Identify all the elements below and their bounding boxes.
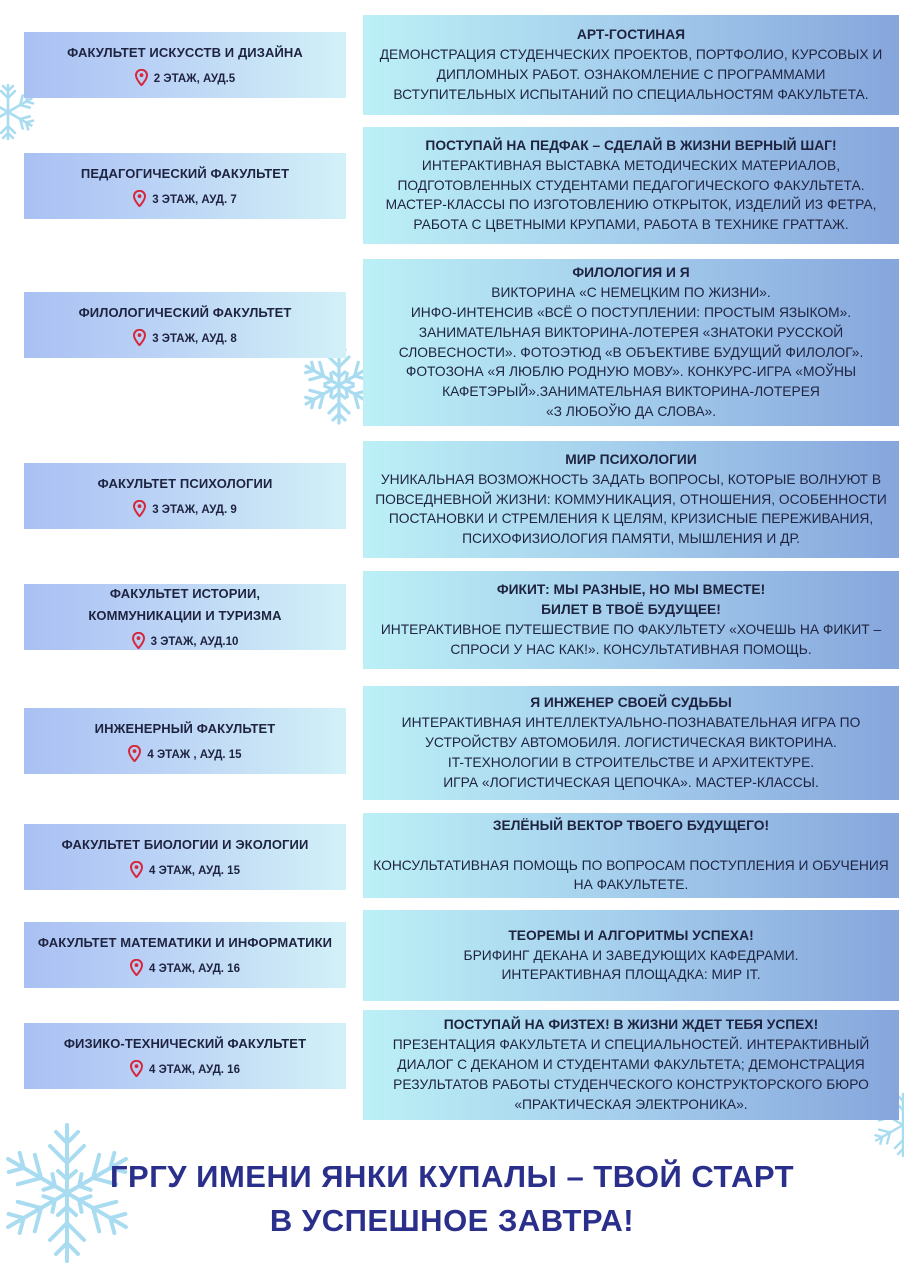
event-card [363, 259, 899, 426]
faculty-card [24, 1023, 346, 1089]
faculty-location [130, 861, 240, 881]
faculty-location [133, 329, 237, 349]
event-description-line: ИНТЕРАКТИВНАЯ ИНТЕЛЛЕКТУАЛЬНО-ПОЗНАВАТЕЛЬНАЯ ИГРА ПО [401, 715, 861, 731]
location-pin-icon [132, 632, 151, 652]
event-title: БИЛЕТ В ТВОЁ БУДУЩЕЕ! [541, 602, 721, 618]
faculty-name: ФАКУЛЬТЕТ ИСКУССТВ И ДИЗАЙНА [67, 44, 303, 60]
event-description-line: ИНФО-ИНТЕНСИВ «ВСЁ О ПОСТУПЛЕНИИ: ПРОСТЫМ ЯЗЫКОМ». [410, 304, 852, 320]
event-description-line: ИНТЕРАКТИВНАЯ ВЫСТАВКА МЕТОДИЧЕСКИХ МАТЕРИАЛОВ, [421, 157, 841, 173]
event-description-line: СПРОСИ У НАС КАК!». КОНСУЛЬТАТИВНАЯ ПОМОЩЬ. [450, 641, 812, 657]
event-description-line: ПОСТАНОВКИ И СТРЕМЛЕНИЯ К ЦЕЛЯМ, КРИЗИСНЫЕ ПЕРЕЖИВАНИЯ, [388, 511, 874, 527]
event-title: ПОСТУПАЙ НА ПЕДФАК – СДЕЛАЙ В ЖИЗНИ ВЕРНЫЙ ШАГ! [425, 137, 837, 153]
location-pin-icon [130, 861, 149, 881]
location-text: 3 ЭТАЖ, АУД. 9 [152, 503, 237, 516]
faculty-location [132, 632, 239, 652]
location-pin-icon [133, 500, 152, 520]
event-title: ТЕОРЕМЫ И АЛГОРИТМЫ УСПЕХА! [508, 927, 754, 943]
faculty-card [24, 292, 346, 358]
location-pin-icon [128, 745, 147, 765]
event-description-line: ВСТУПИТЕЛЬНЫХ ИСПЫТАНИЙ ПО СПЕЦИАЛЬНОСТЯМ ФАКУЛЬТЕТА. [393, 86, 869, 102]
event-title: ПОСТУПАЙ НА ФИЗТЕХ! В ЖИЗНИ ЖДЕТ ТЕБЯ УСПЕХ! [443, 1017, 819, 1033]
event-card [363, 441, 899, 558]
event-card [363, 127, 899, 244]
event-description-line: ПОВСЕДНЕВНОЙ ЖИЗНИ: КОММУНИКАЦИЯ, ОТНОШЕНИЯ, ОСОБЕННОСТИ [375, 491, 887, 507]
event-description-line: ПРЕЗЕНТАЦИЯ ФАКУЛЬТЕТА И СПЕЦИАЛЬНОСТЕЙ. ИНТЕРАКТИВНЫЙ [392, 1037, 870, 1053]
location-text: 4 ЭТАЖ, АУД. 15 [149, 864, 240, 877]
event-description-line: УСТРОЙСТВУ АВТОМОБИЛЯ. ЛОГИСТИЧЕСКАЯ ВИКТОРИНА. [425, 735, 837, 751]
event-title: ЗЕЛЁНЫЙ ВЕКТОР ТВОЕГО БУДУЩЕГО! [492, 817, 770, 833]
event-card [363, 686, 899, 800]
faculty-name: ФИЛОЛОГИЧЕСКИЙ ФАКУЛЬТЕТ [78, 304, 292, 320]
event-description-line: БРИФИНГ ДЕКАНА И ЗАВЕДУЮЩИХ КАФЕДРАМИ. [463, 947, 799, 963]
faculty-location [130, 1060, 240, 1080]
event-card [363, 910, 899, 1001]
event-description-line: ПОДГОТОВЛЕННЫХ СТУДЕНТАМИ ПЕДАГОГИЧЕСКОГО ФАКУЛЬТЕТА. [397, 177, 865, 193]
location-text: 3 ЭТАЖ, АУД.10 [150, 635, 239, 648]
location-pin-icon [133, 329, 152, 349]
event-description-line: УНИКАЛЬНАЯ ВОЗМОЖНОСТЬ ЗАДАТЬ ВОПРОСЫ, КОТОРЫЕ ВОЛНУЮТ В [380, 471, 882, 487]
event-description-line: КОНСУЛЬТАТИВНАЯ ПОМОЩЬ ПО ВОПРОСАМ ПОСТУПЛЕНИЯ И ОБУЧЕНИЯ [373, 857, 889, 873]
slogan [0, 1155, 904, 1243]
faculty-location [128, 745, 241, 765]
event-card [363, 813, 899, 898]
event-description-line: КАФЕТЭРЫЙ».ЗАНИМАТЕЛЬНАЯ ВИКТОРИНА-ЛОТЕРЕЯ [442, 384, 820, 400]
location-pin-icon [130, 959, 149, 979]
event-title: АРТ-ГОСТИНАЯ [576, 27, 686, 43]
event-description-line: РАБОТА С ЦВЕТНЫМИ КРУПАМИ, РАБОТА В ТЕХНИКЕ ГРАТТАЖ. [413, 217, 849, 233]
event-description-line: ДИАЛОГ С ДЕКАНОМ И СТУДЕНТАМИ ФАКУЛЬТЕТА; ДЕМОНСТРАЦИЯ [397, 1057, 865, 1073]
faculty-location [133, 500, 237, 520]
event-description-line: «ПРАКТИЧЕСКАЯ ЭЛЕКТРОНИКА». [514, 1096, 748, 1112]
location-pin-icon [130, 1060, 149, 1080]
faculty-name: ИНЖЕНЕРНЫЙ ФАКУЛЬТЕТ [94, 720, 276, 736]
event-description-line: НА ФАКУЛЬТЕТЕ. [573, 877, 689, 893]
faculty-card [24, 32, 346, 98]
event-description-line: ДЕМОНСТРАЦИЯ СТУДЕНЧЕСКИХ ПРОЕКТОВ, ПОРТФОЛИО, КУРСОВЫХ И [379, 47, 883, 63]
faculty-card [24, 463, 346, 529]
location-text: 4 ЭТАЖ, АУД. 16 [149, 962, 240, 975]
faculty-name: КОММУНИКАЦИИ И ТУРИЗМА [88, 607, 282, 623]
event-description-line: ВИКТОРИНА «С НЕМЕЦКИМ ПО ЖИЗНИ». [491, 284, 771, 300]
faculty-name: ФАКУЛЬТЕТ МАТЕМАТИКИ И ИНФОРМАТИКИ [37, 934, 333, 950]
event-title: МИР ПСИХОЛОГИИ [565, 451, 697, 467]
event-description-line: ИНТЕРАКТИВНАЯ ПЛОЩАДКА: МИР IT. [501, 967, 761, 983]
event-description-line: РЕЗУЛЬТАТОВ РАБОТЫ СТУДЕНЧЕСКОГО КОНСТРУКТОРСКОГО БЮРО [393, 1076, 869, 1092]
faculty-location [135, 69, 235, 89]
event-description-line: ФОТОЗОНА «Я ЛЮБЛЮ РОДНУЮ МОВУ». КОНКУРС-ИГРА «МОЎНЫ [405, 364, 857, 380]
event-title: ФИЛОЛОГИЯ И Я [572, 264, 690, 280]
faculty-name: ФИЗИКО-ТЕХНИЧЕСКИЙ ФАКУЛЬТЕТ [63, 1035, 307, 1051]
event-description-line: ДИПЛОМНЫХ РАБОТ. ОЗНАКОМЛЕНИЕ С ПРОГРАММАМИ [436, 67, 826, 82]
faculty-name: ПЕДАГОГИЧЕСКИЙ ФАКУЛЬТЕТ [80, 165, 290, 181]
location-text: 3 ЭТАЖ, АУД. 8 [152, 332, 237, 345]
faculty-card [24, 584, 346, 650]
location-text: 2 ЭТАЖ, АУД.5 [153, 72, 236, 85]
event-card [363, 571, 899, 669]
event-title: ФИКИТ: МЫ РАЗНЫЕ, НО МЫ ВМЕСТЕ! [496, 582, 766, 598]
faculty-card [24, 824, 346, 890]
faculty-card [24, 153, 346, 219]
location-pin-icon [133, 190, 152, 210]
location-text: 4 ЭТАЖ , АУД. 15 [147, 748, 242, 761]
event-description-line: ЗАНИМАТЕЛЬНАЯ ВИКТОРИНА-ЛОТЕРЕЯ «ЗНАТОКИ РУССКОЙ [418, 324, 844, 340]
faculty-card [24, 922, 346, 988]
faculty-name: ФАКУЛЬТЕТ ИСТОРИИ, [109, 585, 261, 601]
event-description-line: IT-ТЕХНОЛОГИИ В СТРОИТЕЛЬСТВЕ И АРХИТЕКТУРЕ. [447, 754, 815, 770]
faculty-location [130, 959, 240, 979]
event-description-line: СЛОВЕСНОСТИ». ФОТОЭТЮД «В ОБЪЕКТИВЕ БУДУЩИЙ ФИЛОЛОГ». [398, 344, 864, 360]
slogan-line: В УСПЕШНОЕ ЗАВТРА! [269, 1203, 635, 1238]
event-description-line: ПСИХОФИЗИОЛОГИЯ ПАМЯТИ, МЫШЛЕНИЯ И ДР. [462, 531, 800, 547]
faculty-name: ФАКУЛЬТЕТ БИОЛОГИИ И ЭКОЛОГИИ [61, 836, 309, 852]
event-title: Я ИНЖЕНЕР СВОЕЙ СУДЬБЫ [530, 695, 732, 711]
slogan-line: ГРГУ ИМЕНИ ЯНКИ КУПАЛЫ – ТВОЙ СТАРТ [109, 1159, 795, 1194]
faculty-location [133, 190, 237, 210]
event-description-line: МАСТЕР-КЛАССЫ ПО ИЗГОТОВЛЕНИЮ ОТКРЫТОК, ИЗДЕЛИЙ ИЗ ФЕТРА, [385, 197, 877, 213]
event-description-line: ИГРА «ЛОГИСТИЧЕСКАЯ ЦЕПОЧКА». МАСТЕР-КЛАССЫ. [443, 774, 819, 790]
location-pin-icon [135, 69, 154, 89]
event-card [363, 15, 899, 115]
faculty-card [24, 708, 346, 774]
event-card [363, 1010, 899, 1120]
event-description-line: ИНТЕРАКТИВНОЕ ПУТЕШЕСТВИЕ ПО ФАКУЛЬТЕТУ «ХОЧЕШЬ НА ФИКИТ – [380, 622, 882, 637]
location-text: 3 ЭТАЖ, АУД. 7 [152, 193, 237, 206]
event-description-line [369, 836, 893, 856]
event-description-line: «З ЛЮБОЎЮ ДА СЛОВА». [545, 404, 717, 420]
faculty-name: ФАКУЛЬТЕТ ПСИХОЛОГИИ [97, 475, 273, 491]
location-text: 4 ЭТАЖ, АУД. 16 [149, 1063, 240, 1076]
